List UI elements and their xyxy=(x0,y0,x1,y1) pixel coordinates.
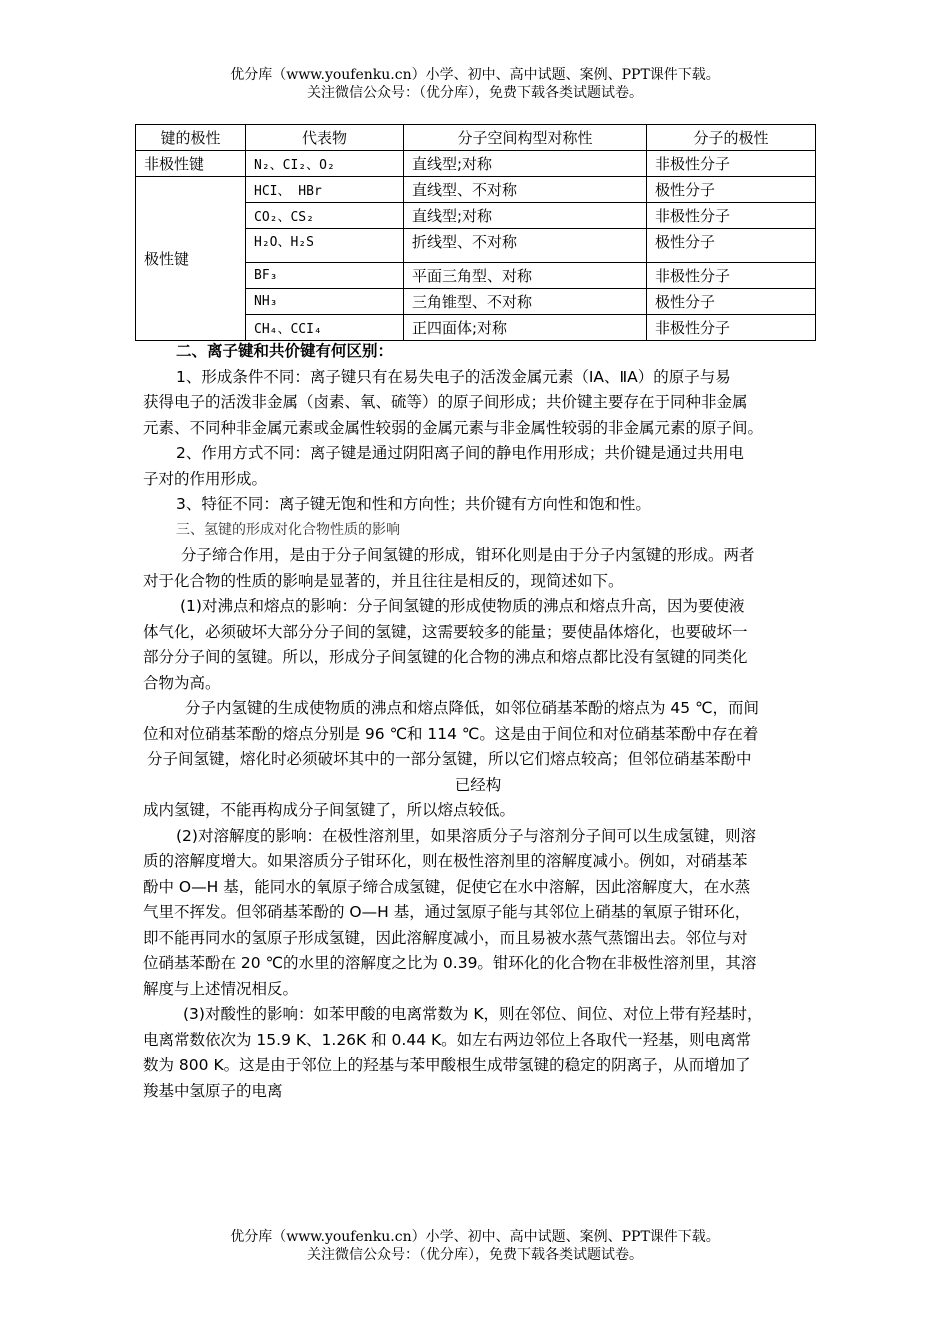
table-cell: 非极性分子 xyxy=(647,203,816,229)
paragraph-line: 解度与上述情况相反。 xyxy=(143,979,299,998)
table-cell-polar-bond: 极性键 xyxy=(136,177,246,341)
table-cell: NH₃ xyxy=(246,289,404,315)
paragraph-line: 子对的作用形成。 xyxy=(143,469,268,488)
table-cell: 直线型、不对称 xyxy=(404,177,647,203)
table-header: 分子空间构型对称性 xyxy=(404,125,647,151)
table-cell: BF₃ xyxy=(246,263,404,289)
paragraph-line: 羧基中氢原子的电离 xyxy=(143,1081,283,1100)
table-cell: 折线型、不对称 xyxy=(404,229,647,263)
bond-polarity-table xyxy=(135,124,816,341)
table-cell: CH₄、CCI₄ xyxy=(246,315,404,341)
paragraph-line: 对于化合物的性质的影响是显著的，并且往往是相反的，现简述如下。 xyxy=(143,571,624,590)
paragraph-line: 质的溶解度增大。如果溶质分子钳环化，则在极性溶剂里的溶解度减小。例如，对硝基苯 xyxy=(143,852,748,870)
paragraph-line: 数为 800 K。这是由于邻位上的羟基与苯甲酸根生成带氢键的稳定的阴离子，从而增加了 xyxy=(143,1056,751,1074)
table-cell: CO₂、CS₂ xyxy=(246,203,404,229)
paragraph-line: 分子内氢键的生成使物质的沸点和熔点降低，如邻位硝基苯酚的熔点为 45 ℃，而间 xyxy=(185,699,759,717)
table-header: 代表物 xyxy=(246,125,404,151)
table-cell: N₂、CI₂、O₂ xyxy=(246,151,404,177)
paragraph-line: (1)对沸点和熔点的影响：分子间氢键的形成使物质的沸点和熔点升高，因为要使液 xyxy=(180,597,745,615)
table-cell: 非极性分子 xyxy=(647,315,816,341)
paragraph-line: (3)对酸性的影响：如苯甲酸的电离常数为 K，则在邻位、间位、对位上带有羟基时， xyxy=(183,1005,763,1023)
paragraph-line: 成内氢键，不能再构成分子间氢键了，所以熔点较低。 xyxy=(143,801,516,819)
paragraph-line: 3、特征不同：离子键无饱和性和方向性；共价键有方向性和饱和性。 xyxy=(176,495,651,513)
table-cell: 直线型;对称 xyxy=(404,151,647,177)
table-cell: 非极性分子 xyxy=(647,263,816,289)
section-heading: 三、氢键的形成对化合物性质的影响 xyxy=(176,521,400,538)
paragraph-line: 元素、不同种非金属元素或金属性较弱的金属元素与非金属性较弱的非金属元素的原子间。 xyxy=(143,418,764,437)
header-line-2: 关注微信公众号：（优分库），免费下载各类试题试卷。 xyxy=(307,85,643,101)
page-header xyxy=(0,66,950,102)
paragraph-line: 已经构 xyxy=(454,775,502,794)
paragraph-line: 气里不挥发。但邻硝基苯酚的 O—H 基，通过氢原子能与其邻位上硝基的氧原子钳环化， xyxy=(143,903,751,921)
table-cell: 直线型;对称 xyxy=(404,203,647,229)
paragraph-line: 获得电子的活泼非金属（卤素、氧、硫等）的原子间形成；共价键主要存在于同种非金属 xyxy=(143,393,748,411)
paragraph-line: (2)对溶解度的影响：在极性溶剂里，如果溶质分子与溶剂分子间可以生成氢键，则溶 xyxy=(176,826,756,845)
table-cell: 三角锥型、不对称 xyxy=(404,289,647,315)
paragraph-line: 部分分子间的氢键。所以，形成分子间氢键的化合物的沸点和熔点都比没有氢键的同类化 xyxy=(143,648,748,666)
paragraph-line: 合物为高。 xyxy=(143,673,221,692)
header-line-1: 优分库（www.youfenku.cn）小学、初中、高中试题、案例、PPT课件下载。 xyxy=(230,67,720,83)
page-footer xyxy=(0,1228,950,1264)
paragraph-line: 1、形成条件不同：离子键只有在易失电子的活泼金属元素（ⅠA、ⅡA）的原子与易 xyxy=(176,367,731,386)
table-cell: 极性分子 xyxy=(647,289,816,315)
table-header-row xyxy=(136,125,816,151)
paragraph-line: 电离常数依次为 15.9 K、1.26K 和 0.44 K。如左右两边邻位上各取代一羟基，则电离常 xyxy=(143,1030,752,1049)
paragraph-line: 分子间氢键，熔化时必须破坏其中的一部分氢键，所以它们熔点较高；但邻位硝基苯酚中 xyxy=(147,750,752,768)
table-cell: 非极性分子 xyxy=(647,151,816,177)
table-header: 键的极性 xyxy=(136,125,246,151)
table-row xyxy=(136,177,816,203)
table-cell: 非极性键 xyxy=(136,151,246,177)
paragraph-line: 即不能再同水的氢原子形成氢键，因此溶解度减小，而且易被水蒸气蒸馏出去。邻位与对 xyxy=(143,928,748,947)
table-cell: 正四面体;对称 xyxy=(404,315,647,341)
table-cell: HCI、 HBr xyxy=(246,177,404,203)
table-cell: 平面三角型、对称 xyxy=(404,263,647,289)
table-cell: 极性分子 xyxy=(647,177,816,203)
table-row xyxy=(136,151,816,177)
footer-line-1: 优分库（www.youfenku.cn）小学、初中、高中试题、案例、PPT课件下载。 xyxy=(230,1229,720,1245)
paragraph-line: 分子缔合作用，是由于分子间氢键的形成，钳环化则是由于分子内氢键的形成。两者 xyxy=(181,546,755,564)
table-cell: H₂O、H₂S xyxy=(246,229,404,263)
document-body xyxy=(143,339,813,1104)
paragraph-line: 体气化，必须破坏大部分分子间的氢键，这需要较多的能量；要使晶体熔化，也要破坏一 xyxy=(143,622,748,641)
table-header: 分子的极性 xyxy=(647,125,816,151)
paragraph-line: 位和对位硝基苯酚的熔点分别是 96 ℃和 114 ℃。这是由于间位和对位硝基苯酚中存在着 xyxy=(143,724,759,743)
footer-line-2: 关注微信公众号：（优分库），免费下载各类试题试卷。 xyxy=(307,1247,643,1263)
paragraph-line: 酚中 O—H 基，能同水的氧原子缔合成氢键，促使它在水中溶解，因此溶解度大，在水蒸 xyxy=(143,877,751,896)
table-cell: 极性分子 xyxy=(647,229,816,263)
section-heading: 二、离子键和共价键有何区别： xyxy=(176,342,394,360)
paragraph-line: 2、作用方式不同：离子键是通过阴阳离子间的静电作用形成；共价键是通过共用电 xyxy=(176,444,744,462)
paragraph-line: 位硝基苯酚在 20 ℃的水里的溶解度之比为 0.39。钳环化的化合物在非极性溶剂里，其溶 xyxy=(143,954,757,972)
